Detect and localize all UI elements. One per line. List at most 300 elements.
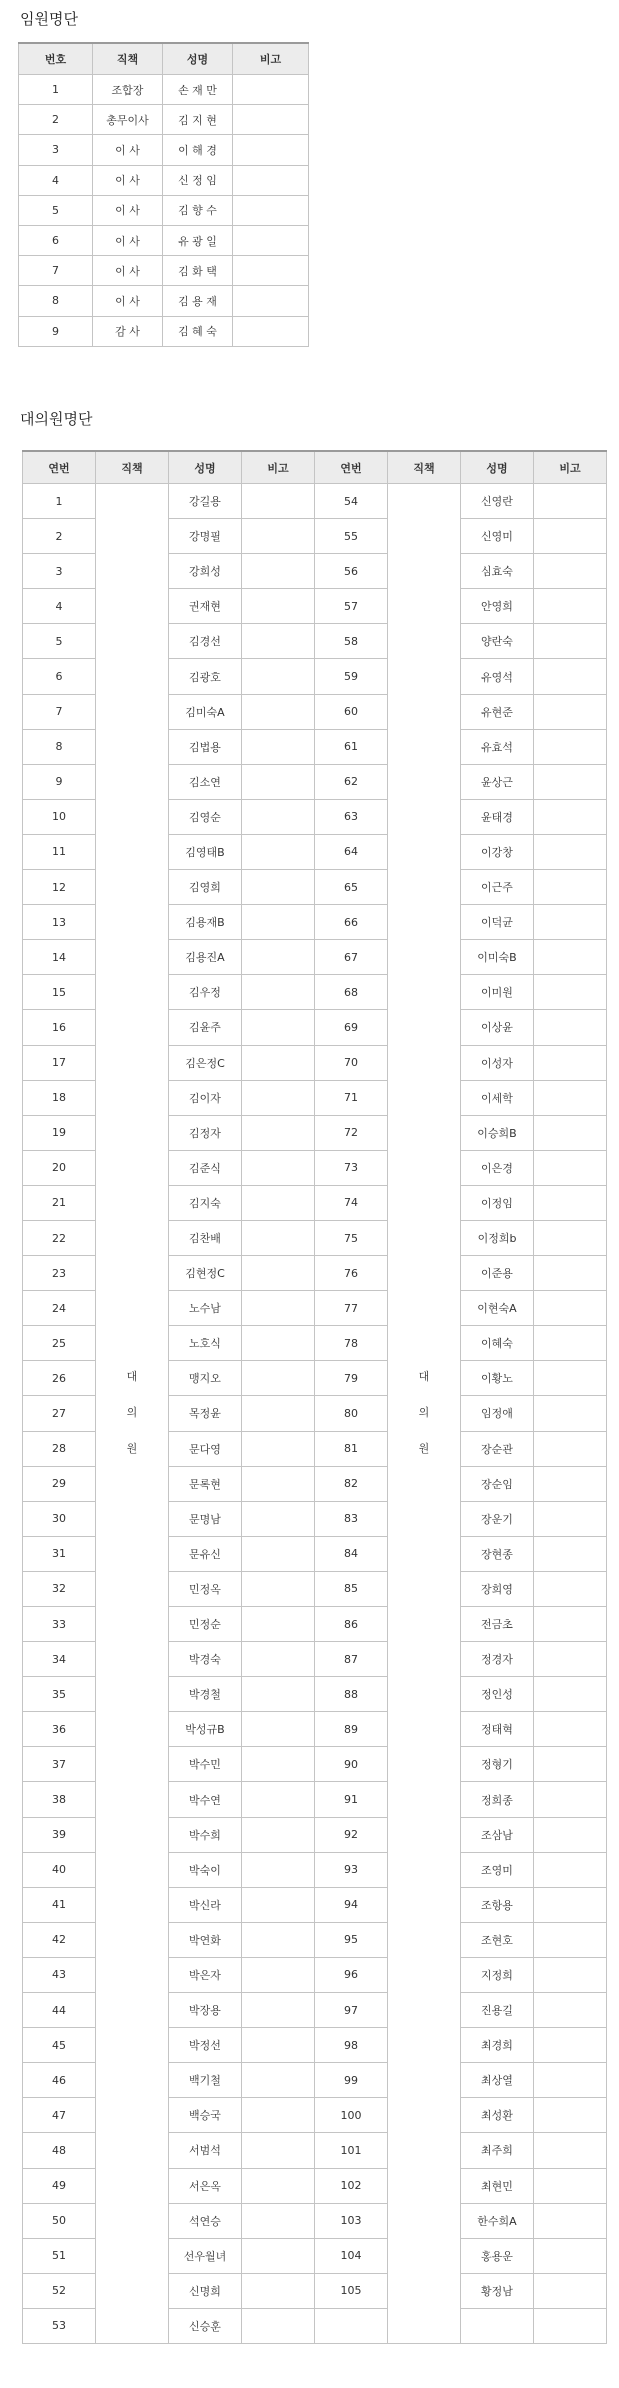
table-row — [19, 105, 309, 135]
delegate-note-left — [242, 870, 315, 905]
delegate-name-left: 문다영 — [169, 1431, 242, 1466]
delegate-name-left: 김영희 — [169, 870, 242, 905]
officer-name: 유 광 일 — [163, 225, 233, 255]
officer-note — [233, 135, 309, 165]
delegate-seq-right: 64 — [315, 834, 388, 869]
delegate-note-left — [242, 905, 315, 940]
delegate-note-left — [242, 1326, 315, 1361]
delegate-note-right — [534, 554, 607, 589]
delegate-seq-left: 21 — [23, 1185, 96, 1220]
delegate-note-right — [534, 1396, 607, 1431]
delegate-name-right: 장순관 — [461, 1431, 534, 1466]
delegate-seq-left: 11 — [23, 834, 96, 869]
delegate-note-left — [242, 659, 315, 694]
delegate-note-right — [534, 799, 607, 834]
delegate-name-left: 백기철 — [169, 2063, 242, 2098]
delegate-name-right: 신영미 — [461, 519, 534, 554]
delegate-note-right — [534, 1607, 607, 1642]
table-row — [23, 484, 607, 519]
delegate-seq-left: 42 — [23, 1922, 96, 1957]
delegate-seq-right: 78 — [315, 1326, 388, 1361]
delegate-note-left — [242, 589, 315, 624]
delegate-note-right — [534, 2168, 607, 2203]
delegate-name-left: 서범석 — [169, 2133, 242, 2168]
delegate-note-right — [534, 1922, 607, 1957]
delegate-seq-right: 103 — [315, 2203, 388, 2238]
delegate-note-left — [242, 2168, 315, 2203]
delegate-name-right: 임정애 — [461, 1396, 534, 1431]
delegate-name-right: 이현숙A — [461, 1291, 534, 1326]
delegate-seq-left: 4 — [23, 589, 96, 624]
delegate-seq-left: 15 — [23, 975, 96, 1010]
delegate-name-left: 강명필 — [169, 519, 242, 554]
delegate-name-right: 최현민 — [461, 2168, 534, 2203]
delegate-name-right: 유현준 — [461, 694, 534, 729]
delegate-seq-left: 38 — [23, 1782, 96, 1817]
delegate-seq-left: 53 — [23, 2308, 96, 2343]
delegate-seq-right: 100 — [315, 2098, 388, 2133]
delegate-name-right: 조삼남 — [461, 1817, 534, 1852]
delegate-note-right — [534, 1536, 607, 1571]
delegate-seq-left: 1 — [23, 484, 96, 519]
delegate-name-right: 이황노 — [461, 1361, 534, 1396]
delegate-name-left: 박경철 — [169, 1677, 242, 1712]
delegate-note-right — [534, 1712, 607, 1747]
delegate-seq-left: 27 — [23, 1396, 96, 1431]
delegate-seq-left: 41 — [23, 1887, 96, 1922]
delegate-seq-left: 52 — [23, 2273, 96, 2308]
officers-header-row — [19, 43, 309, 75]
position-char: 원 — [418, 1442, 430, 1456]
delegate-name-left: 박연화 — [169, 1922, 242, 1957]
delegate-note-left — [242, 1220, 315, 1255]
delegate-name-right: 전금초 — [461, 1607, 534, 1642]
delegate-name-left: 박수연 — [169, 1782, 242, 1817]
delegate-note-left — [242, 1501, 315, 1536]
delegate-name-right: 이근주 — [461, 870, 534, 905]
delegate-name-right: 이미숙B — [461, 940, 534, 975]
delegate-seq-right: 69 — [315, 1010, 388, 1045]
delegates-header-row — [23, 451, 607, 484]
delegate-note-left — [242, 1185, 315, 1220]
delegate-note-left — [242, 1957, 315, 1992]
officer-position: 이 사 — [93, 256, 163, 286]
delegate-seq-right: 63 — [315, 799, 388, 834]
header-position-left: 직책 — [96, 451, 169, 484]
delegate-seq-left: 26 — [23, 1361, 96, 1396]
delegate-name-right: 정경자 — [461, 1642, 534, 1677]
delegate-name-left: 김지숙 — [169, 1185, 242, 1220]
officer-position: 이 사 — [93, 286, 163, 316]
officers-table — [18, 42, 309, 347]
delegate-name-right: 장순임 — [461, 1466, 534, 1501]
delegate-seq-left: 37 — [23, 1747, 96, 1782]
delegate-seq-right: 56 — [315, 554, 388, 589]
delegate-name-left: 김이자 — [169, 1080, 242, 1115]
delegate-name-left: 김우정 — [169, 975, 242, 1010]
delegate-note-right — [534, 1220, 607, 1255]
delegate-name-left: 문록현 — [169, 1466, 242, 1501]
delegate-seq-right: 60 — [315, 694, 388, 729]
delegate-name-left: 박성규B — [169, 1712, 242, 1747]
delegate-note-left — [242, 1571, 315, 1606]
delegate-note-left — [242, 1817, 315, 1852]
delegate-name-left: 김은정C — [169, 1045, 242, 1080]
delegate-seq-left: 12 — [23, 870, 96, 905]
delegate-seq-right: 95 — [315, 1922, 388, 1957]
delegate-name-left: 선우월녀 — [169, 2238, 242, 2273]
delegate-seq-right: 101 — [315, 2133, 388, 2168]
delegate-seq-left: 28 — [23, 1431, 96, 1466]
delegate-note-left — [242, 975, 315, 1010]
delegate-note-right — [534, 2308, 607, 2343]
delegate-note-left — [242, 2028, 315, 2063]
delegate-seq-left: 46 — [23, 2063, 96, 2098]
delegate-name-right: 최상열 — [461, 2063, 534, 2098]
delegate-name-right: 진용길 — [461, 1993, 534, 2028]
delegate-name-right: 윤태경 — [461, 799, 534, 834]
delegate-note-right — [534, 729, 607, 764]
delegate-note-right — [534, 519, 607, 554]
delegate-note-right — [534, 624, 607, 659]
delegate-note-left — [242, 1256, 315, 1291]
delegate-note-right — [534, 1642, 607, 1677]
delegate-name-right: 이세학 — [461, 1080, 534, 1115]
officer-number: 4 — [19, 165, 93, 195]
officer-position: 조합장 — [93, 75, 163, 105]
delegate-name-right: 유영석 — [461, 659, 534, 694]
delegate-note-right — [534, 1010, 607, 1045]
delegate-note-right — [534, 834, 607, 869]
delegate-name-right: 이은경 — [461, 1150, 534, 1185]
delegate-name-left: 민정옥 — [169, 1571, 242, 1606]
officer-name: 김 지 현 — [163, 105, 233, 135]
delegate-name-right: 유효석 — [461, 729, 534, 764]
officer-number: 1 — [19, 75, 93, 105]
delegate-seq-left: 43 — [23, 1957, 96, 1992]
delegate-name-left: 강길용 — [169, 484, 242, 519]
delegate-note-left — [242, 1852, 315, 1887]
delegate-note-right — [534, 1256, 607, 1291]
delegate-name-right: 양란숙 — [461, 624, 534, 659]
delegate-seq-right: 70 — [315, 1045, 388, 1080]
delegate-name-right: 정인성 — [461, 1677, 534, 1712]
delegate-seq-left: 8 — [23, 729, 96, 764]
delegate-seq-right: 96 — [315, 1957, 388, 1992]
delegate-seq-right: 74 — [315, 1185, 388, 1220]
delegate-note-right — [534, 1326, 607, 1361]
delegate-seq-left: 14 — [23, 940, 96, 975]
delegate-name-right: 이미원 — [461, 975, 534, 1010]
delegate-note-right — [534, 2238, 607, 2273]
delegate-seq-left: 16 — [23, 1010, 96, 1045]
delegate-name-left: 박숙이 — [169, 1852, 242, 1887]
delegate-seq-left: 39 — [23, 1817, 96, 1852]
officer-note — [233, 195, 309, 225]
delegate-seq-left: 36 — [23, 1712, 96, 1747]
delegate-name-right: 이강창 — [461, 834, 534, 869]
delegate-note-left — [242, 624, 315, 659]
delegate-seq-right: 72 — [315, 1115, 388, 1150]
delegate-name-left: 석연승 — [169, 2203, 242, 2238]
delegate-seq-right: 81 — [315, 1431, 388, 1466]
delegate-name-left: 박수민 — [169, 1747, 242, 1782]
delegate-name-right: 조항용 — [461, 1887, 534, 1922]
delegate-seq-right: 84 — [315, 1536, 388, 1571]
delegate-name-right: 이혜숙 — [461, 1326, 534, 1361]
delegate-note-left — [242, 2133, 315, 2168]
delegate-name-left: 김현정C — [169, 1256, 242, 1291]
delegate-seq-left: 31 — [23, 1536, 96, 1571]
delegate-seq-right: 65 — [315, 870, 388, 905]
officer-note — [233, 225, 309, 255]
officer-number: 7 — [19, 256, 93, 286]
delegate-seq-right: 59 — [315, 659, 388, 694]
officer-position: 이 사 — [93, 195, 163, 225]
delegate-seq-left: 9 — [23, 764, 96, 799]
delegate-note-right — [534, 1677, 607, 1712]
delegate-note-left — [242, 764, 315, 799]
officer-position: 이 사 — [93, 225, 163, 255]
delegates-title: 대의원명단 — [20, 410, 93, 428]
delegate-seq-left: 44 — [23, 1993, 96, 2028]
delegate-note-right — [534, 1782, 607, 1817]
delegate-seq-left: 22 — [23, 1220, 96, 1255]
delegate-note-left — [242, 729, 315, 764]
delegate-seq-right: 104 — [315, 2238, 388, 2273]
delegate-note-left — [242, 1080, 315, 1115]
delegate-name-left: 서은옥 — [169, 2168, 242, 2203]
officer-number: 8 — [19, 286, 93, 316]
delegate-name-left: 김경선 — [169, 624, 242, 659]
delegate-seq-right: 71 — [315, 1080, 388, 1115]
delegate-note-left — [242, 2273, 315, 2308]
delegate-note-right — [534, 1080, 607, 1115]
position-char: 원 — [126, 1442, 138, 1456]
delegate-name-left: 박은자 — [169, 1957, 242, 1992]
delegate-note-left — [242, 1887, 315, 1922]
position-char: 의 — [418, 1406, 430, 1420]
delegate-seq-right: 102 — [315, 2168, 388, 2203]
delegate-seq-left: 6 — [23, 659, 96, 694]
delegate-note-right — [534, 484, 607, 519]
delegate-seq-left: 18 — [23, 1080, 96, 1115]
delegate-note-right — [534, 1045, 607, 1080]
delegate-name-left: 문명남 — [169, 1501, 242, 1536]
delegate-note-right — [534, 1887, 607, 1922]
delegate-seq-right: 54 — [315, 484, 388, 519]
delegate-seq-left: 32 — [23, 1571, 96, 1606]
delegate-name-right: 정희종 — [461, 1782, 534, 1817]
delegate-seq-left: 34 — [23, 1642, 96, 1677]
delegate-name-left: 김윤주 — [169, 1010, 242, 1045]
delegate-note-right — [534, 1431, 607, 1466]
delegate-note-left — [242, 2238, 315, 2273]
header-seq-left: 연번 — [23, 451, 96, 484]
officer-note — [233, 105, 309, 135]
delegate-seq-left: 13 — [23, 905, 96, 940]
delegate-name-left: 노호식 — [169, 1326, 242, 1361]
delegates-table — [22, 450, 607, 2344]
delegate-name-right: 신영란 — [461, 484, 534, 519]
table-row — [19, 165, 309, 195]
delegate-name-left: 민정순 — [169, 1607, 242, 1642]
delegate-seq-left: 7 — [23, 694, 96, 729]
delegate-note-left — [242, 484, 315, 519]
delegate-name-left: 신승훈 — [169, 2308, 242, 2343]
officer-number: 2 — [19, 105, 93, 135]
delegate-name-right: 지정희 — [461, 1957, 534, 1992]
delegate-note-right — [534, 2063, 607, 2098]
delegate-seq-left: 49 — [23, 2168, 96, 2203]
delegate-name-left: 김용재B — [169, 905, 242, 940]
delegate-seq-right: 67 — [315, 940, 388, 975]
delegate-note-left — [242, 1431, 315, 1466]
delegate-name-left: 김영태B — [169, 834, 242, 869]
delegate-note-right — [534, 2273, 607, 2308]
delegate-name-left: 목정윤 — [169, 1396, 242, 1431]
delegate-note-left — [242, 2203, 315, 2238]
delegate-name-right: 정태혁 — [461, 1712, 534, 1747]
delegate-seq-right: 99 — [315, 2063, 388, 2098]
delegate-note-left — [242, 1782, 315, 1817]
delegate-seq-right: 83 — [315, 1501, 388, 1536]
delegate-note-left — [242, 1712, 315, 1747]
officer-position: 이 사 — [93, 135, 163, 165]
delegate-seq-right: 98 — [315, 2028, 388, 2063]
delegate-seq-right: 55 — [315, 519, 388, 554]
delegate-seq-right: 82 — [315, 1466, 388, 1501]
delegate-seq-right: 73 — [315, 1150, 388, 1185]
delegate-note-right — [534, 1957, 607, 1992]
delegate-note-left — [242, 1115, 315, 1150]
table-row — [19, 75, 309, 105]
delegate-name-left: 박정선 — [169, 2028, 242, 2063]
delegate-note-right — [534, 1115, 607, 1150]
delegate-note-right — [534, 1993, 607, 2028]
delegate-seq-right — [315, 2308, 388, 2343]
delegate-name-left: 맹지오 — [169, 1361, 242, 1396]
delegate-name-left: 박수희 — [169, 1817, 242, 1852]
delegate-name-right: 장운기 — [461, 1501, 534, 1536]
delegate-name-right: 황정남 — [461, 2273, 534, 2308]
officer-name: 김 용 재 — [163, 286, 233, 316]
delegate-seq-left: 45 — [23, 2028, 96, 2063]
delegate-seq-left: 23 — [23, 1256, 96, 1291]
delegate-seq-left: 51 — [23, 2238, 96, 2273]
officer-name: 손 재 만 — [163, 75, 233, 105]
delegate-name-left: 권재현 — [169, 589, 242, 624]
delegate-note-right — [534, 1361, 607, 1396]
delegate-name-left: 김준식 — [169, 1150, 242, 1185]
position-char: 의 — [126, 1406, 138, 1420]
header-note-left: 비고 — [242, 451, 315, 484]
delegate-seq-left: 2 — [23, 519, 96, 554]
delegate-name-left: 김정자 — [169, 1115, 242, 1150]
delegate-name-left: 백승국 — [169, 2098, 242, 2133]
delegate-note-right — [534, 2203, 607, 2238]
officer-name: 김 화 택 — [163, 256, 233, 286]
delegate-position-left — [96, 484, 169, 2344]
delegate-note-left — [242, 1466, 315, 1501]
officer-note — [233, 316, 309, 346]
table-row — [19, 256, 309, 286]
delegate-name-right: 이준용 — [461, 1256, 534, 1291]
header-number: 번호 — [19, 43, 93, 75]
delegate-seq-right: 66 — [315, 905, 388, 940]
delegate-seq-right: 77 — [315, 1291, 388, 1326]
delegate-seq-left: 24 — [23, 1291, 96, 1326]
delegate-note-right — [534, 870, 607, 905]
officer-name: 김 향 수 — [163, 195, 233, 225]
delegate-name-right: 정형기 — [461, 1747, 534, 1782]
delegate-note-left — [242, 694, 315, 729]
delegate-name-left: 김찬배 — [169, 1220, 242, 1255]
delegate-name-right: 조현호 — [461, 1922, 534, 1957]
delegate-seq-left: 5 — [23, 624, 96, 659]
delegate-name-right: 이덕균 — [461, 905, 534, 940]
delegate-name-left: 노수남 — [169, 1291, 242, 1326]
delegate-name-right: 이상윤 — [461, 1010, 534, 1045]
header-name-right: 성명 — [461, 451, 534, 484]
delegate-note-left — [242, 2308, 315, 2343]
officer-note — [233, 256, 309, 286]
delegate-note-left — [242, 2098, 315, 2133]
delegate-note-left — [242, 1396, 315, 1431]
delegate-note-left — [242, 799, 315, 834]
delegate-seq-right: 62 — [315, 764, 388, 799]
delegate-note-right — [534, 764, 607, 799]
officer-note — [233, 75, 309, 105]
delegate-note-left — [242, 1607, 315, 1642]
delegate-note-left — [242, 554, 315, 589]
delegate-name-right: 심효숙 — [461, 554, 534, 589]
delegate-seq-right: 90 — [315, 1747, 388, 1782]
delegate-note-left — [242, 1922, 315, 1957]
delegate-seq-left: 48 — [23, 2133, 96, 2168]
delegate-name-left: 김영순 — [169, 799, 242, 834]
header-name-left: 성명 — [169, 451, 242, 484]
delegate-note-left — [242, 1361, 315, 1396]
table-row — [19, 195, 309, 225]
header-seq-right: 연번 — [315, 451, 388, 484]
officer-note — [233, 286, 309, 316]
table-row — [19, 316, 309, 346]
delegate-note-left — [242, 1291, 315, 1326]
delegate-name-right: 이성자 — [461, 1045, 534, 1080]
header-position: 직책 — [93, 43, 163, 75]
table-row — [19, 225, 309, 255]
delegate-seq-left: 30 — [23, 1501, 96, 1536]
delegate-name-right: 윤상근 — [461, 764, 534, 799]
delegate-note-left — [242, 1993, 315, 2028]
officer-name: 이 해 경 — [163, 135, 233, 165]
delegate-note-left — [242, 1150, 315, 1185]
delegate-seq-left: 20 — [23, 1150, 96, 1185]
officer-note — [233, 165, 309, 195]
delegate-note-right — [534, 905, 607, 940]
delegate-note-right — [534, 1747, 607, 1782]
officer-position: 이 사 — [93, 165, 163, 195]
delegate-note-left — [242, 1045, 315, 1080]
header-position-right: 직책 — [388, 451, 461, 484]
delegate-seq-left: 3 — [23, 554, 96, 589]
delegate-name-right: 최성환 — [461, 2098, 534, 2133]
delegate-name-right: 한수희A — [461, 2203, 534, 2238]
delegate-name-left: 박신라 — [169, 1887, 242, 1922]
table-row — [19, 286, 309, 316]
delegate-seq-right: 79 — [315, 1361, 388, 1396]
